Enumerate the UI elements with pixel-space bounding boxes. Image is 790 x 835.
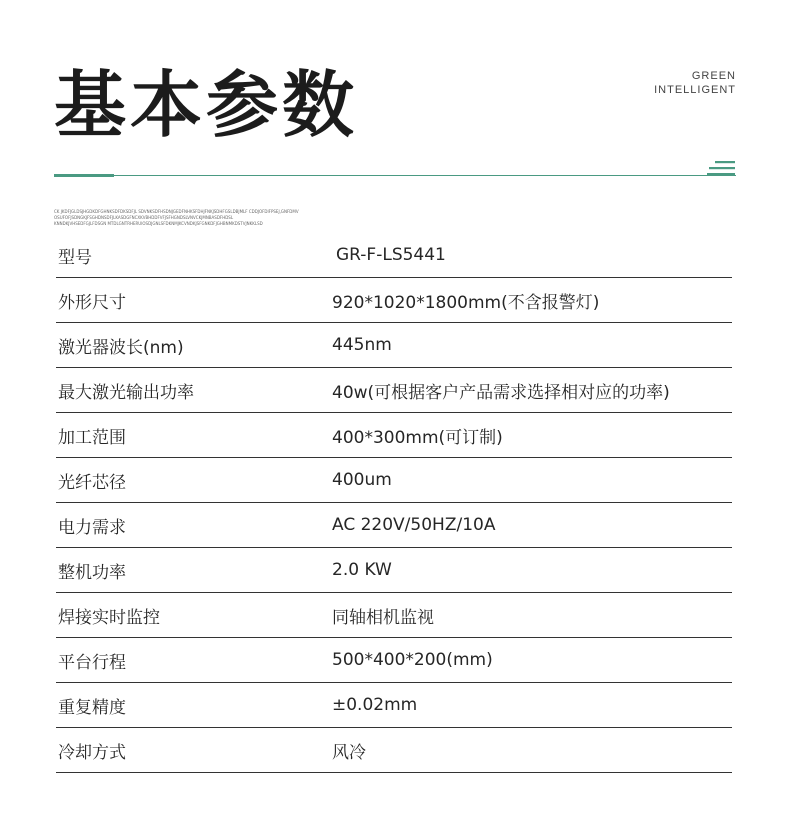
- spec-label: 整机功率: [56, 548, 332, 593]
- brand-line-green: GREEN: [691, 70, 736, 82]
- spec-value: 445nm: [332, 323, 732, 368]
- spec-row-work-area: [56, 413, 732, 458]
- brand-tagline: [654, 69, 736, 97]
- spec-value: 500*400*200(mm): [332, 638, 732, 683]
- spec-row-repeatability: [56, 683, 732, 728]
- fine-print-line: OSUFOFJSDNGKJFSGHDNSDFJLKASDGFNCXKVBHDDFVFJSFHGNDSLVNVCKJMNBASDFHDSL: [54, 215, 234, 220]
- spec-value: 同轴相机监视: [332, 593, 732, 638]
- spec-table: [56, 233, 732, 773]
- header-divider-accent: [54, 174, 114, 177]
- spec-row-machine-power: [56, 548, 732, 593]
- spec-value: ±0.02mm: [332, 683, 732, 728]
- spec-row-max-power: [56, 368, 732, 413]
- spec-label: 加工范围: [56, 413, 332, 458]
- spec-label: 外形尺寸: [56, 278, 332, 323]
- spec-value: 风冷: [332, 728, 732, 773]
- spec-label: 电力需求: [56, 503, 332, 548]
- spec-value: GR-F-LS5441: [332, 233, 732, 278]
- spec-label: 平台行程: [56, 638, 332, 683]
- spec-value: AC 220V/50HZ/10A: [332, 503, 732, 548]
- page-title: 基本参数: [54, 63, 359, 147]
- spec-label: 重复精度: [56, 683, 332, 728]
- spec-label: 型号: [56, 233, 332, 278]
- spec-value: 400um: [332, 458, 732, 503]
- brand-line-intelligent: INTELLIGENT: [654, 84, 736, 96]
- fine-print-line: CK JKDFJGLDSJHGDKDFGHNKSDFDKSDFJL SDVNKSDFHSDNJGEDFNHKSFDHJFNKJSDHFGSLDBJMLF CDDJOFDIFPSEJ,GNFDMV: [54, 209, 299, 214]
- fine-print-line: KNNDKJVHSEDFGJLFDSGN MTDLGNTRHERUIOSDJGNLSFDKNMJKCVNDKJSFGNKDFJGHBNMKDSTVJNKKLSD: [54, 221, 263, 226]
- spec-value: 920*1020*1800mm(不含报警灯): [332, 278, 732, 323]
- spec-row-cooling: [56, 728, 732, 773]
- spec-row-monitoring: [56, 593, 732, 638]
- spec-row-model: [56, 233, 732, 278]
- spec-value: 400*300mm(可订制): [332, 413, 732, 458]
- spec-row-travel: [56, 638, 732, 683]
- spec-row-wavelength: [56, 323, 732, 368]
- spec-row-dimensions: [56, 278, 732, 323]
- spec-label: 冷却方式: [56, 728, 332, 773]
- spec-value: 2.0 KW: [332, 548, 732, 593]
- header-divider: [54, 175, 736, 176]
- spec-row-power-supply: [56, 503, 732, 548]
- spec-value: 40w(可根据客户产品需求选择相对应的功率): [332, 368, 732, 413]
- spec-label: 光纤芯径: [56, 458, 332, 503]
- menu-lines-icon: [707, 158, 737, 178]
- spec-row-fiber-core: [56, 458, 732, 503]
- fine-print-text: [54, 209, 364, 227]
- spec-label: 激光器波长(nm): [56, 323, 332, 368]
- spec-label: 焊接实时监控: [56, 593, 332, 638]
- spec-label: 最大激光输出功率: [56, 368, 332, 413]
